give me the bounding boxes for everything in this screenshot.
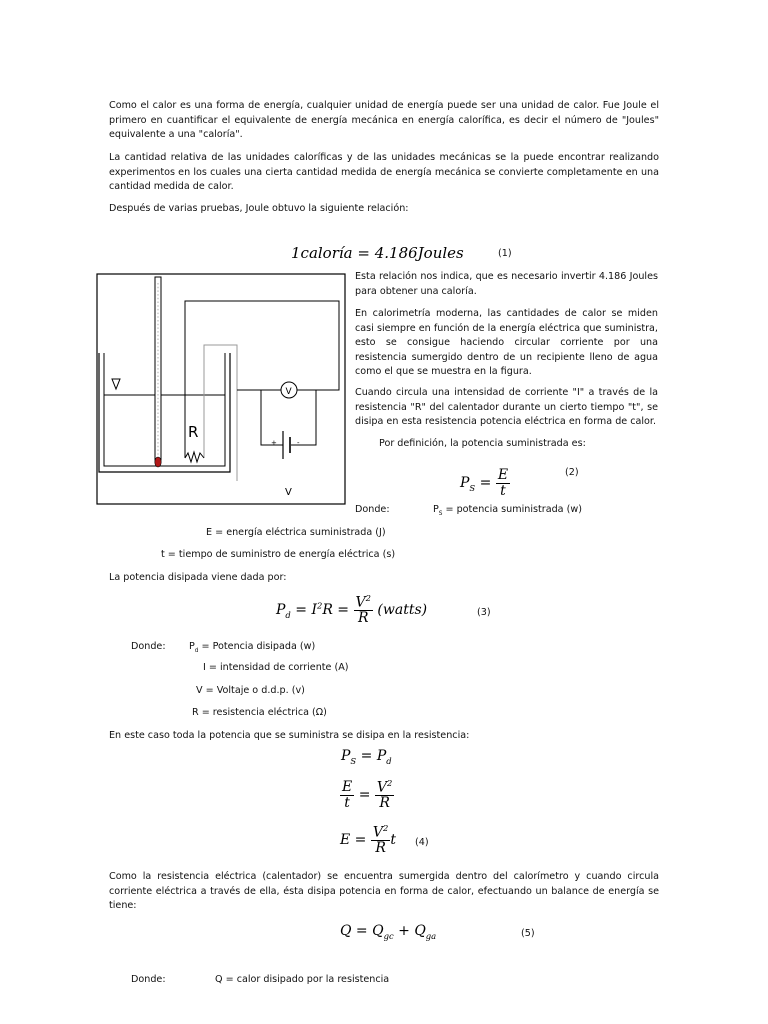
def-i: I = intensidad de corriente (A) — [203, 662, 349, 673]
def-r: R = resistencia eléctrica (Ω) — [192, 707, 327, 718]
def-ps: $P_S$ = potencia suministrada (w) — [433, 504, 582, 517]
equation-2: $P_S$ = $\frac{E}{t}$ — [460, 467, 509, 499]
resistor-label: R — [188, 423, 199, 441]
calorimeter-inner-vessel — [104, 353, 225, 466]
figure-frame — [97, 274, 345, 504]
current-paragraph: Cuando circula una intensidad de corriente "I" a través de la resistencia "R" del calentador durante un cierto tiempo "t", se disipa en esta resistencia potencia eléctrica en forma de calor. — [355, 387, 658, 427]
resistor-heater — [185, 452, 204, 462]
battery-wire-left — [261, 390, 283, 445]
battery-plus-label: + — [271, 439, 277, 447]
donde-label-2: Donde: — [131, 641, 166, 652]
relative-units-paragraph: La cantidad relativa de las unidades caloríficas y de las unidades mecánicas se la puede encontrar realizando experimentos en los cuales una cierta cantidad medida de energía mecánica se convierte completamente en una cantidad medida de calor. — [109, 152, 659, 192]
equation-5-number: (5) — [521, 928, 535, 939]
def-t: t = tiempo de suministro de energía eléctrica (s) — [161, 549, 396, 560]
wire-inner — [204, 345, 237, 481]
equation-3-number: (3) — [477, 607, 491, 618]
equation-5: $Q = Q_{gc} + Q_{ga}$ — [340, 923, 437, 941]
calorimeter-figure — [96, 273, 346, 505]
equation-3: $P_d = I^2R$ = $\frac{V^2}{R}$ (watts) — [276, 593, 428, 627]
battery-minus-label: - — [297, 439, 300, 447]
donde-label-3: Donde: — [131, 974, 166, 985]
intro-paragraph: Como el calor es una forma de energía, cualquier unidad de energía puede ser una unidad de calor. Fue Joule el primero en cuantificar el equivalente de energía mecánica en energía calorífica, es decir el número de "Joules" equivalente a una "caloría". — [109, 100, 659, 140]
water-level-marker — [112, 379, 120, 389]
def-q: Q = calor disipado por la resistencia — [215, 974, 390, 985]
equation-2-number: (2) — [565, 467, 579, 478]
equation-4-number: (4) — [415, 837, 429, 848]
battery-wire-right — [291, 390, 316, 445]
voltmeter-label: V — [285, 387, 292, 397]
joule-relation-intro: Después de varias pruebas, Joule obtuvo la siguiente relación: — [109, 203, 409, 214]
def-v: V = Voltaje o d.d.p. (v) — [196, 685, 305, 696]
def-e: E = energía eléctrica suministrada (J) — [206, 527, 386, 538]
equation-1-number: (1) — [498, 248, 512, 259]
equation-4: E = $\frac{V^2}{R}$ t — [340, 823, 396, 857]
equation-e-over-t: $\frac{E}{t}$ = $\frac{V^2}{R}$ — [342, 778, 393, 812]
energy-balance-paragraph: Como la resistencia eléctrica (calentador) se encuentra sumergida dentro del calorímetro y cuando circula corriente eléctrica a través de ella, ésta disipa potencia en forma de calor, efectuando un balance de energía se tiene: — [109, 871, 659, 911]
thermometer-bulb — [155, 457, 161, 467]
bottom-v-label: V — [285, 487, 292, 498]
equation-1: 1caloría = 4.186Joules — [291, 244, 464, 262]
definition-intro: Por definición, la potencia suministrada es: — [379, 438, 586, 449]
equation-ps-pd: $P_S = P_d$ — [341, 748, 392, 766]
relation-explanation: Esta relación nos indica, que es necesario invertir 4.186 Joules para obtener una caloría. — [355, 271, 658, 297]
def-pd: $P_d$ = Potencia disipada (w) — [189, 641, 316, 654]
modern-calorimetry-paragraph: En calorimetría moderna, las cantidades de calor se miden casi siempre en función de la energía eléctrica que suministra, esto se consigue haciendo circular corriente por una resistencia sumergido dentro de un recipiente lleno de agua como el que se muestra en la figura. — [355, 308, 658, 377]
all-power-dissipated: En este caso toda la potencia que se suministra se disipa en la resistencia: — [109, 730, 470, 741]
dissipated-power-intro: La potencia disipada viene dada por: — [109, 572, 287, 583]
donde-label-1: Donde: — [355, 504, 390, 515]
calorimeter-vessel — [99, 353, 230, 472]
